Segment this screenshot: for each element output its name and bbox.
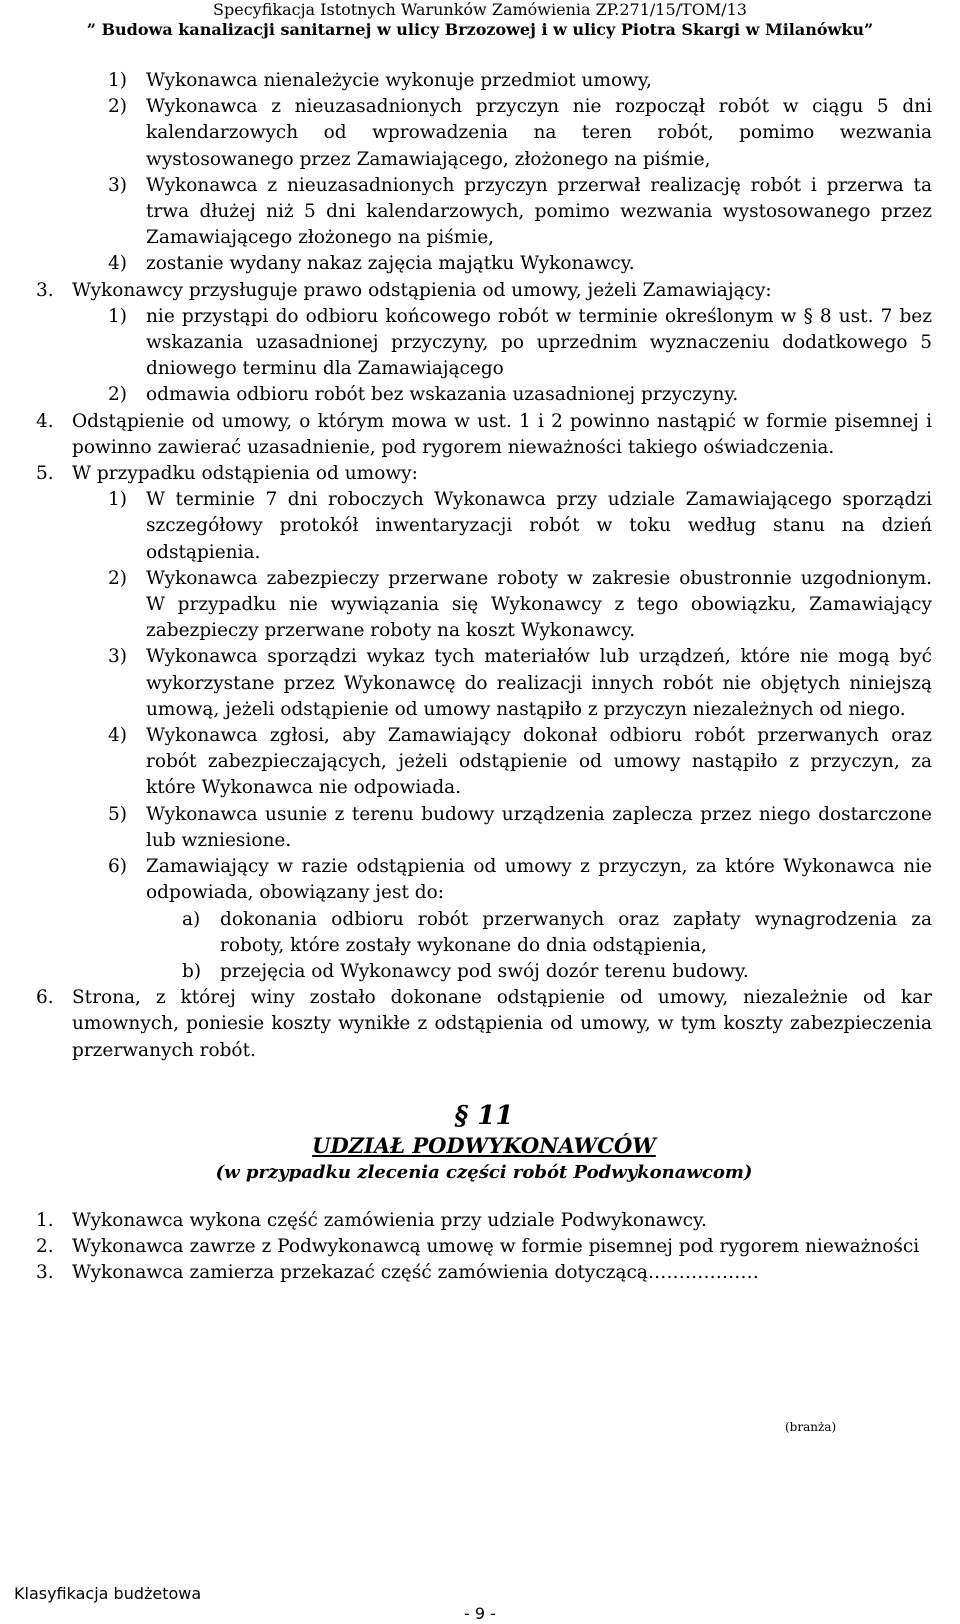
list-item-text: Wykonawca zgłosi, aby Zamawiający dokonał odbioru robót przerwanych oraz robót zabezpieczających, jeżeli odstąpienie od umowy nastąpiło z przyczyn, za które Wykonawca nie odpowiada. — [146, 725, 932, 799]
page-header — [0, 0, 960, 40]
list-item-number: 3) — [108, 646, 127, 668]
list-item-text: Wykonawca zabezpieczy przerwane roboty w zakresie obustronnie uzgodnionym. W przypadku nie wywiązania się Wykonawcy z tego obowiązku, Zamawiający zabezpieczy przerwane roboty na koszt Wykonawcy. — [146, 567, 932, 642]
paragraph-4 — [36, 409, 932, 461]
list-item — [36, 487, 932, 566]
list-item-text: Wykonawca z nieuzasadnionych przyczyn nie rozpoczął robót w ciągu 5 dni kalendarzowych od wprowadzenia na teren robót, pomimo wezwania wystosowanego przez Zamawiającego, złożonego na piśmie, — [146, 96, 932, 170]
list-item-number: 4) — [108, 725, 127, 747]
paragraph-5 — [36, 461, 932, 487]
list-item-number: 2) — [108, 384, 127, 406]
list-item-text: Wykonawca nienależycie wykonuje przedmiot umowy, — [146, 70, 652, 91]
paragraph-3 — [36, 278, 932, 304]
list-item-text: nie przystąpi do odbioru końcowego robót w terminie określonym w § 8 ust. 7 bez wskazania uzasadnionej przyczyny, po uprzednim wyznaczeniu dodatkowego 5 dniowego terminu dla Zamawiającego — [146, 305, 932, 380]
list-item-number: 1) — [108, 70, 127, 91]
list-item-text: Wykonawca zamierza przekazać część zamówienia dotyczącą……………… — [72, 1262, 759, 1284]
list-item-number: 1) — [108, 489, 127, 511]
list-item-text: W terminie 7 dni roboczych Wykonawca przy udziale Zamawiającego sporządzi szczegółowy protokół inwentaryzacji robót w toku według stanu na dzień odstąpienia. — [146, 489, 932, 563]
list-item — [36, 644, 932, 723]
list-item — [36, 173, 932, 252]
section-title: UDZIAŁ PODWYKONAWCÓW — [312, 1132, 656, 1158]
sub-list-item-letter: b) — [182, 960, 202, 982]
list-item — [36, 251, 932, 277]
section-subtitle: (w przypadku zlecenia części robót Podwykonawcom) — [215, 1161, 753, 1183]
list-item-text: Wykonawca wykona część zamówienia przy udziale Podwykonawcy. — [72, 1209, 707, 1231]
paragraph-6 — [36, 985, 932, 1064]
list-item — [36, 94, 932, 173]
list-item — [36, 304, 932, 383]
header-spec-title: Specyfikacja Istotnych Warunków Zamówienia ZP.271/15/TOM/13 — [213, 0, 747, 19]
list-item — [36, 1234, 932, 1260]
list-item-number: 2. — [36, 1235, 54, 1257]
branza-caption: (branża) — [785, 1420, 837, 1434]
list-item-number: 3) — [108, 174, 127, 196]
list-item-text: odmawia odbioru robót bez wskazania uzasadnionej przyczyny. — [146, 384, 739, 406]
list-item-text: Wykonawca usunie z terenu budowy urządzenia zaplecza przez niego dostarczone lub wzniesione. — [146, 803, 932, 851]
list-item — [36, 802, 932, 854]
document-body — [36, 68, 932, 1286]
sub-list-item-text: dokonania odbioru robót przerwanych oraz zapłaty wynagrodzenia za roboty, które zostały wykonane do dnia odstąpienia, — [220, 908, 932, 956]
list-item-number: 1. — [36, 1209, 54, 1231]
list-item — [36, 1260, 932, 1286]
paragraph-text: Strona, z której winy zostało dokonane odstąpienie od umowy, niezależnie od kar umownych, poniesie koszty wynikłe z odstąpienia od umowy, w tym koszty zabezpieczenia przerwanych robót. — [72, 987, 932, 1061]
list-item-number: 1) — [108, 305, 127, 327]
page-number: - 9 - — [464, 1604, 496, 1623]
list-item-text: Wykonawca sporządzi wykaz tych materiałów lub urządzeń, które nie mogą być wykorzystane przez Wykonawcę do realizacji innych robót nie objętych niniejszą umową, jeżeli odstąpienie od umowy nastąpiło z przyczyn niezależnych od niego. — [146, 646, 932, 720]
paragraph-number: 3. — [36, 279, 54, 301]
list-item-text: Wykonawca zawrze z Podwykonawcą umowę w formie pisemnej pod rygorem nieważności — [72, 1235, 920, 1257]
section-number: § 11 — [454, 1100, 514, 1131]
list-item-number: 2) — [108, 96, 127, 118]
list-item-number: 2) — [108, 567, 127, 589]
list-item-number: 5) — [108, 803, 127, 825]
sub-list-item-letter: a) — [182, 908, 201, 930]
sub-list-item — [36, 959, 932, 985]
list-item — [36, 566, 932, 645]
section-heading — [36, 1100, 932, 1186]
list-item-number: 6) — [108, 856, 127, 878]
paragraph-number: 4. — [36, 410, 54, 432]
paragraph-text: Wykonawcy przysługuje prawo odstąpienia od umowy, jeżeli Zamawiający: — [72, 279, 772, 301]
list-item-text: Zamawiający w razie odstąpienia od umowy z przyczyn, za które Wykonawca nie odpowiada, obowiązany jest do: — [146, 856, 932, 904]
header-project-title: ” Budowa kanalizacji sanitarnej w ulicy Brzozowej i w ulicy Piotra Skargi w Milanówku” — [86, 20, 874, 39]
list-item — [36, 382, 932, 408]
paragraph-text: Odstąpienie od umowy, o którym mowa w ust. 1 i 2 powinno nastąpić w formie pisemnej i powinno zawierać uzasadnienie, pod rygorem nieważności takiego oświadczenia. — [72, 410, 932, 458]
paragraph-text: W przypadku odstąpienia od umowy: — [72, 463, 418, 485]
section-list — [36, 1208, 932, 1287]
list-item-text: Wykonawca z nieuzasadnionych przyczyn przerwał realizację robót i przerwa ta trwa dłużej niż 5 dni kalendarzowych, pomimo wezwania wystosowanego przez Zamawiającego złożonego na piśmie, — [146, 174, 932, 249]
sub-list-item — [36, 907, 932, 959]
list-item — [36, 68, 932, 94]
footer-classification: Klasyfikacja budżetowa — [14, 1584, 202, 1603]
sub-list-item-text: przejęcia od Wykonawcy pod swój dozór terenu budowy. — [220, 960, 749, 982]
list-item-number: 4) — [108, 253, 127, 275]
list-item — [36, 854, 932, 906]
list-item-text: zostanie wydany nakaz zajęcia majątku Wykonawcy. — [146, 253, 635, 275]
list-item-number: 3. — [36, 1262, 54, 1284]
paragraph-number: 5. — [36, 463, 54, 485]
paragraph-number: 6. — [36, 987, 54, 1009]
list-item — [36, 1208, 932, 1234]
list-item — [36, 723, 932, 802]
